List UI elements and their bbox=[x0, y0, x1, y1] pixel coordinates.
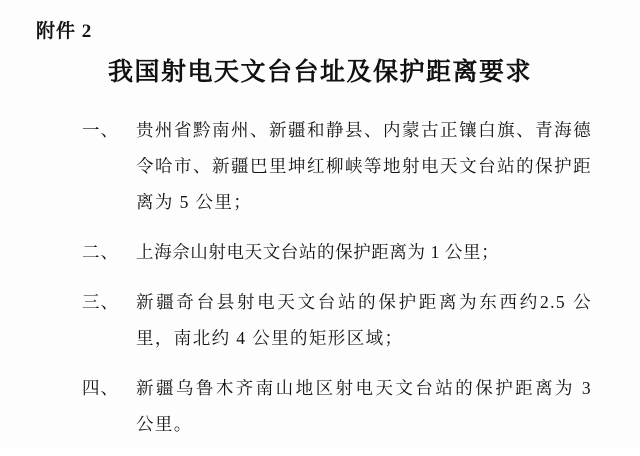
list-item bbox=[82, 112, 592, 220]
clause-text: 新疆乌鲁木齐南山地区射电天文台站的保护距离为 3 公里。 bbox=[136, 378, 592, 434]
clause-number: 四、 bbox=[82, 378, 119, 398]
clause-number: 二、 bbox=[82, 242, 119, 262]
clause-text: 新疆奇台县射电天文台站的保护距离为东西约2.5 公里，南北约 4 公里的矩形区域； bbox=[136, 292, 592, 348]
clause-list bbox=[82, 112, 592, 456]
list-item bbox=[82, 234, 592, 270]
attachment-label: 附件 2 bbox=[36, 21, 93, 42]
clause-number: 一、 bbox=[82, 120, 119, 140]
list-item bbox=[82, 370, 592, 442]
clause-text: 贵州省黔南州、新疆和静县、内蒙古正镶白旗、青海德令哈市、新疆巴里坤红柳峡等地射电天文台站的保护距离为 5 公里； bbox=[136, 120, 592, 212]
clause-text: 上海佘山射电天文台站的保护距离为 1 公里； bbox=[136, 242, 500, 262]
list-item bbox=[82, 284, 592, 356]
clause-number: 三、 bbox=[82, 292, 119, 312]
page-title: 我国射电天文台台址及保护距离要求 bbox=[107, 59, 532, 86]
